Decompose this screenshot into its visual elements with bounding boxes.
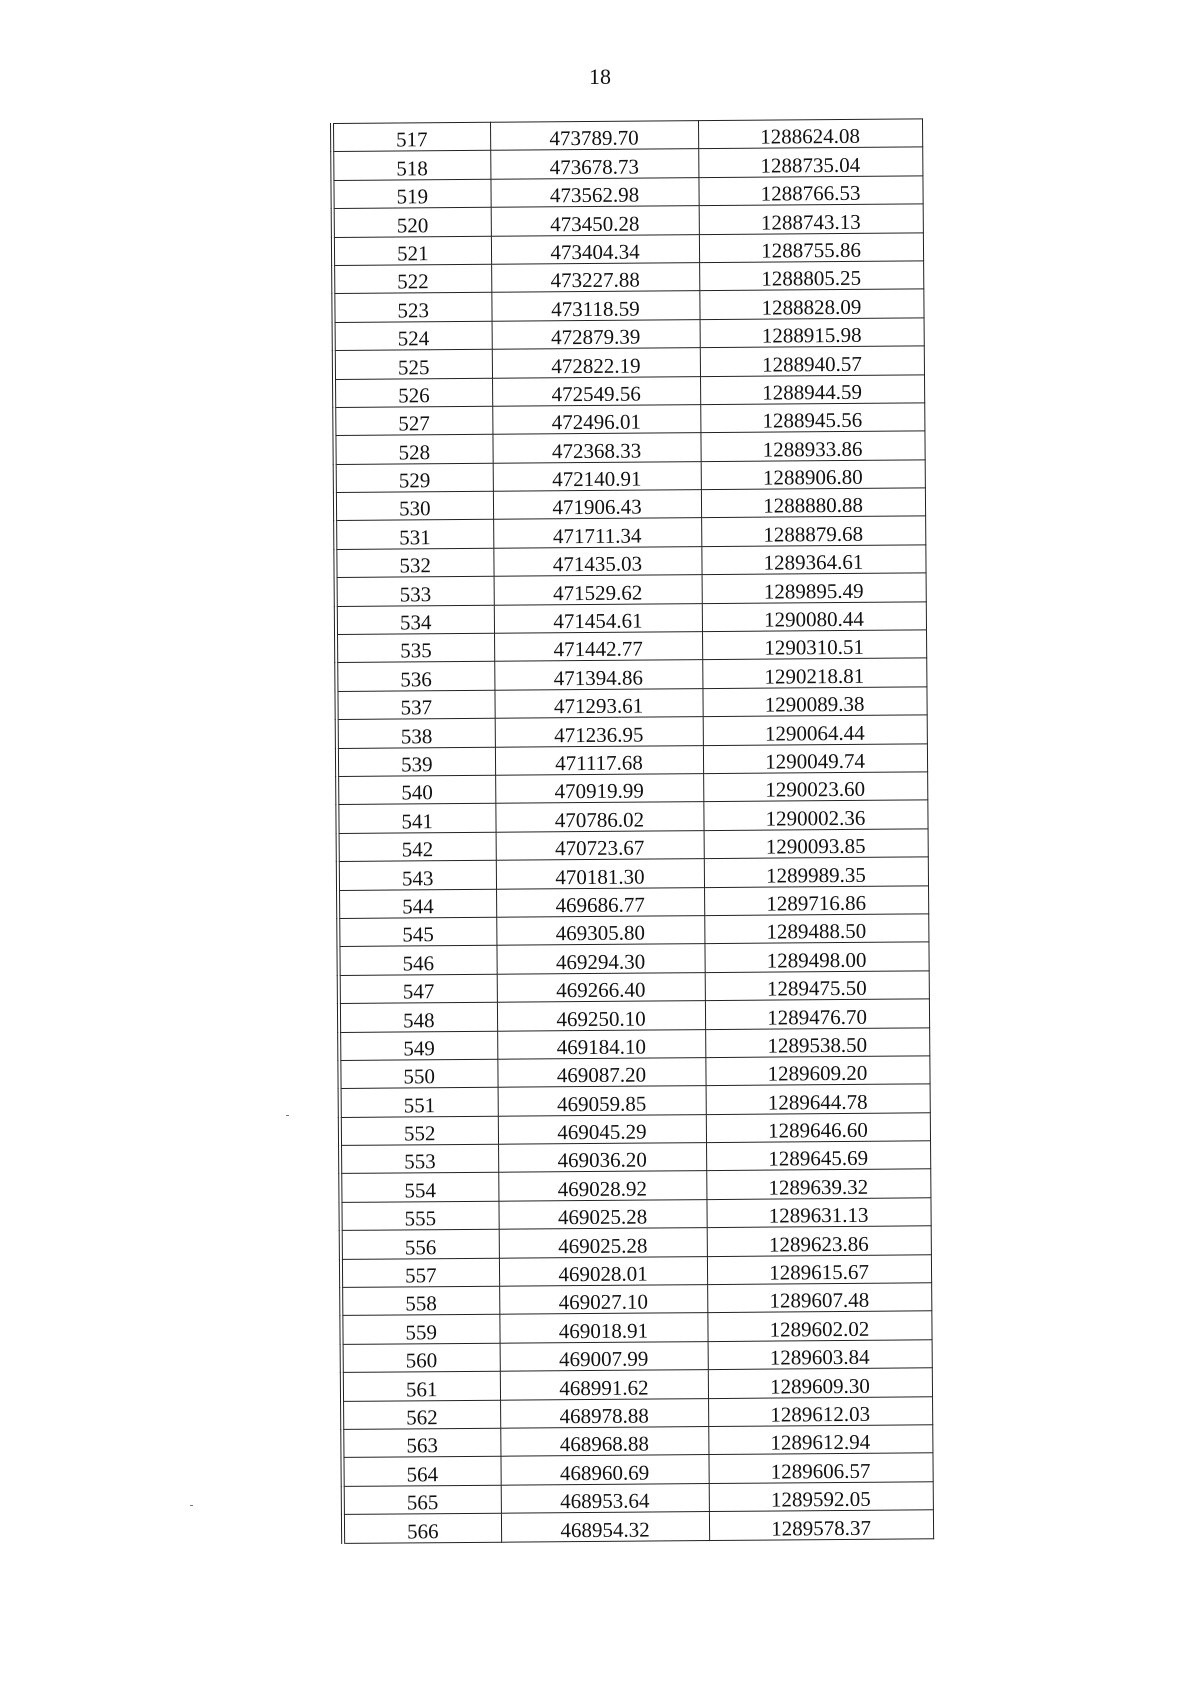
point-number-cell: 538 <box>337 718 495 748</box>
x-coordinate-cell: 471117.68 <box>495 745 703 775</box>
y-coordinate-cell: 1288940.57 <box>700 346 924 376</box>
point-number-cell: 527 <box>334 406 492 436</box>
point-number-cell: 552 <box>340 1116 498 1146</box>
point-number-cell: 517 <box>332 122 490 152</box>
y-coordinate-cell: 1289578.37 <box>709 1510 933 1540</box>
table-row <box>343 1482 933 1515</box>
y-coordinate-cell: 1288743.13 <box>699 204 923 234</box>
x-coordinate-cell: 471906.43 <box>493 490 701 520</box>
x-coordinate-cell: 469025.28 <box>498 1199 706 1229</box>
point-number-cell: 526 <box>334 378 492 408</box>
point-number-cell: 530 <box>335 491 493 521</box>
table-row <box>339 971 929 1004</box>
x-coordinate-cell: 470181.30 <box>496 859 704 889</box>
y-coordinate-cell: 1288755.86 <box>699 232 923 262</box>
x-coordinate-cell: 468953.64 <box>501 1483 709 1513</box>
point-number-cell: 543 <box>338 860 496 890</box>
y-coordinate-cell: 1288880.88 <box>701 488 925 518</box>
y-coordinate-cell: 1289488.50 <box>704 914 928 944</box>
x-coordinate-cell: 471529.62 <box>494 575 702 605</box>
table-row <box>334 374 924 407</box>
x-coordinate-cell: 469028.01 <box>499 1256 707 1286</box>
y-coordinate-cell: 1290002.36 <box>703 800 927 830</box>
table-row <box>336 687 926 720</box>
point-number-cell: 565 <box>343 1485 501 1515</box>
scan-speck <box>286 1115 289 1116</box>
x-coordinate-cell: 472822.19 <box>492 348 700 378</box>
y-coordinate-cell: 1288944.59 <box>700 374 924 404</box>
table-row <box>341 1311 931 1344</box>
table-row <box>339 1027 929 1060</box>
y-coordinate-cell: 1289644.78 <box>706 1084 930 1114</box>
point-number-cell: 533 <box>336 576 494 606</box>
x-coordinate-cell: 468991.62 <box>500 1370 708 1400</box>
x-coordinate-cell: 469045.29 <box>498 1114 706 1144</box>
point-number-cell: 529 <box>335 463 493 493</box>
x-coordinate-cell: 469007.99 <box>500 1341 708 1371</box>
point-number-cell: 558 <box>341 1286 499 1316</box>
table-row <box>343 1510 933 1543</box>
point-number-cell: 547 <box>339 974 497 1004</box>
point-number-cell: 537 <box>336 690 494 720</box>
x-coordinate-cell: 473789.70 <box>490 121 698 151</box>
x-coordinate-cell: 471711.34 <box>493 518 701 548</box>
x-coordinate-cell: 470786.02 <box>495 802 703 832</box>
table-row <box>337 715 927 748</box>
x-coordinate-cell: 469059.85 <box>498 1086 706 1116</box>
x-coordinate-cell: 470723.67 <box>496 830 704 860</box>
table-row <box>341 1283 931 1316</box>
x-coordinate-cell: 469250.10 <box>497 1001 705 1031</box>
y-coordinate-cell: 1290089.38 <box>702 687 926 717</box>
point-number-cell: 553 <box>340 1144 498 1174</box>
table-row <box>333 261 923 294</box>
point-number-cell: 555 <box>340 1201 498 1231</box>
table-row <box>334 346 924 379</box>
table-row <box>334 318 924 351</box>
y-coordinate-cell: 1289645.69 <box>706 1141 930 1171</box>
x-coordinate-cell: 469028.92 <box>498 1171 706 1201</box>
x-coordinate-cell: 469686.77 <box>496 887 704 917</box>
point-number-cell: 562 <box>342 1400 500 1430</box>
table-row <box>332 147 922 180</box>
table-row <box>335 488 925 521</box>
point-number-cell: 536 <box>336 662 494 692</box>
table-row <box>340 1112 930 1145</box>
y-coordinate-cell: 1289606.57 <box>708 1453 932 1483</box>
table-row <box>335 460 925 493</box>
table-row <box>336 573 926 606</box>
table-row <box>332 119 922 152</box>
x-coordinate-cell: 472368.33 <box>492 433 700 463</box>
x-coordinate-cell: 469184.10 <box>497 1029 705 1059</box>
x-coordinate-cell: 471236.95 <box>495 717 703 747</box>
table-row <box>342 1425 932 1458</box>
y-coordinate-cell: 1289631.13 <box>706 1198 930 1228</box>
y-coordinate-cell: 1290049.74 <box>703 743 927 773</box>
table-row <box>337 772 927 805</box>
y-coordinate-cell: 1288906.80 <box>701 460 925 490</box>
table-row <box>340 1084 930 1117</box>
y-coordinate-cell: 1289538.50 <box>705 1027 929 1057</box>
table-row <box>341 1226 931 1259</box>
point-number-cell: 531 <box>335 520 493 550</box>
y-coordinate-cell: 1289615.67 <box>707 1254 931 1284</box>
point-number-cell: 564 <box>342 1457 500 1487</box>
y-coordinate-cell: 1288915.98 <box>700 318 924 348</box>
x-coordinate-cell: 473118.59 <box>491 291 699 321</box>
x-coordinate-cell: 472549.56 <box>492 376 700 406</box>
point-number-cell: 539 <box>337 747 495 777</box>
y-coordinate-cell: 1289612.03 <box>708 1396 932 1426</box>
point-number-cell: 546 <box>338 946 496 976</box>
point-number-cell: 550 <box>339 1059 497 1089</box>
x-coordinate-cell: 473678.73 <box>490 149 698 179</box>
coordinates-table-body <box>332 119 933 1543</box>
table-row <box>338 942 928 975</box>
point-number-cell: 549 <box>339 1031 497 1061</box>
point-number-cell: 557 <box>341 1258 499 1288</box>
y-coordinate-cell: 1289623.86 <box>707 1226 931 1256</box>
x-coordinate-cell: 471293.61 <box>494 688 702 718</box>
point-number-cell: 560 <box>342 1343 500 1373</box>
y-coordinate-cell: 1288735.04 <box>698 147 922 177</box>
point-number-cell: 548 <box>339 1002 497 1032</box>
table-row <box>338 914 928 947</box>
x-coordinate-cell: 471394.86 <box>494 660 702 690</box>
x-coordinate-cell: 469266.40 <box>497 972 705 1002</box>
y-coordinate-cell: 1289364.61 <box>701 545 925 575</box>
point-number-cell: 544 <box>338 889 496 919</box>
x-coordinate-cell: 470919.99 <box>495 774 703 804</box>
point-number-cell: 520 <box>333 207 491 237</box>
point-number-cell: 524 <box>334 321 492 351</box>
x-coordinate-cell: 471454.61 <box>494 603 702 633</box>
y-coordinate-cell: 1288879.68 <box>701 516 925 546</box>
y-coordinate-cell: 1289639.32 <box>706 1169 930 1199</box>
y-coordinate-cell: 1288624.08 <box>698 119 922 149</box>
y-coordinate-cell: 1290064.44 <box>703 715 927 745</box>
point-number-cell: 561 <box>342 1371 500 1401</box>
table-row <box>342 1453 932 1486</box>
point-number-cell: 528 <box>334 435 492 465</box>
y-coordinate-cell: 1289609.30 <box>708 1368 932 1398</box>
table-row <box>332 176 922 209</box>
point-number-cell: 554 <box>340 1173 498 1203</box>
table-row <box>336 630 926 663</box>
table-row <box>336 601 926 634</box>
point-number-cell: 556 <box>341 1229 499 1259</box>
x-coordinate-cell: 469305.80 <box>496 916 704 946</box>
table-row <box>342 1368 932 1401</box>
table-row <box>335 545 925 578</box>
table-row <box>333 289 923 322</box>
point-number-cell: 534 <box>336 605 494 635</box>
point-number-cell: 551 <box>340 1087 498 1117</box>
x-coordinate-cell: 468954.32 <box>501 1512 709 1542</box>
y-coordinate-cell: 1289603.84 <box>708 1340 932 1370</box>
point-number-cell: 523 <box>333 293 491 323</box>
x-coordinate-cell: 469036.20 <box>498 1143 706 1173</box>
table-row <box>340 1169 930 1202</box>
x-coordinate-cell: 469294.30 <box>496 944 704 974</box>
point-number-cell: 545 <box>338 917 496 947</box>
x-coordinate-cell: 471442.77 <box>494 632 702 662</box>
y-coordinate-cell: 1288805.25 <box>699 261 923 291</box>
y-coordinate-cell: 1289475.50 <box>705 971 929 1001</box>
point-number-cell: 522 <box>333 264 491 294</box>
table-row <box>340 1198 930 1231</box>
y-coordinate-cell: 1290218.81 <box>702 658 926 688</box>
point-number-cell: 518 <box>332 151 490 181</box>
x-coordinate-cell: 468960.69 <box>500 1455 708 1485</box>
y-coordinate-cell: 1289609.20 <box>705 1056 929 1086</box>
page-number: 18 <box>589 64 611 89</box>
coordinates-table <box>330 118 934 1543</box>
point-number-cell: 559 <box>341 1315 499 1345</box>
x-coordinate-cell: 473562.98 <box>490 177 698 207</box>
table-row <box>341 1254 931 1287</box>
point-number-cell: 540 <box>337 775 495 805</box>
point-number-cell: 566 <box>343 1513 501 1543</box>
y-coordinate-cell: 1289602.02 <box>707 1311 931 1341</box>
y-coordinate-cell: 1290080.44 <box>702 601 926 631</box>
point-number-cell: 542 <box>338 832 496 862</box>
table-row <box>337 800 927 833</box>
y-coordinate-cell: 1289607.48 <box>707 1283 931 1313</box>
point-number-cell: 563 <box>342 1428 500 1458</box>
x-coordinate-cell: 469018.91 <box>499 1313 707 1343</box>
point-number-cell: 525 <box>334 349 492 379</box>
x-coordinate-cell: 473404.34 <box>491 234 699 264</box>
x-coordinate-cell: 471435.03 <box>493 546 701 576</box>
y-coordinate-cell: 1289716.86 <box>704 885 928 915</box>
y-coordinate-cell: 1289592.05 <box>709 1482 933 1512</box>
scan-speck <box>190 1505 193 1506</box>
x-coordinate-cell: 469027.10 <box>499 1285 707 1315</box>
y-coordinate-cell: 1289476.70 <box>705 999 929 1029</box>
point-number-cell: 519 <box>332 179 490 209</box>
table-row <box>336 658 926 691</box>
table-row <box>337 743 927 776</box>
x-coordinate-cell: 473227.88 <box>491 263 699 293</box>
table-row <box>334 403 924 436</box>
table-row <box>342 1340 932 1373</box>
x-coordinate-cell: 469087.20 <box>497 1057 705 1087</box>
point-number-cell: 532 <box>335 548 493 578</box>
y-coordinate-cell: 1290093.85 <box>704 829 928 859</box>
y-coordinate-cell: 1289989.35 <box>704 857 928 887</box>
point-number-cell: 541 <box>337 804 495 834</box>
point-number-cell: 535 <box>336 633 494 663</box>
x-coordinate-cell: 469025.28 <box>499 1228 707 1258</box>
y-coordinate-cell: 1288933.86 <box>700 431 924 461</box>
y-coordinate-cell: 1288766.53 <box>698 176 922 206</box>
x-coordinate-cell: 472879.39 <box>492 319 700 349</box>
table-row <box>338 829 928 862</box>
y-coordinate-cell: 1289498.00 <box>704 942 928 972</box>
x-coordinate-cell: 472140.91 <box>493 461 701 491</box>
y-coordinate-cell: 1288828.09 <box>699 289 923 319</box>
table-row <box>338 857 928 890</box>
y-coordinate-cell: 1289646.60 <box>706 1112 930 1142</box>
x-coordinate-cell: 468968.88 <box>500 1427 708 1457</box>
table-row <box>333 232 923 265</box>
table-row <box>342 1396 932 1429</box>
x-coordinate-cell: 468978.88 <box>500 1398 708 1428</box>
table-row <box>335 516 925 549</box>
table-row <box>339 999 929 1032</box>
y-coordinate-cell: 1289612.94 <box>708 1425 932 1455</box>
y-coordinate-cell: 1289895.49 <box>702 573 926 603</box>
table-row <box>334 431 924 464</box>
point-number-cell: 521 <box>333 236 491 266</box>
table-row <box>338 885 928 918</box>
table-row <box>333 204 923 237</box>
y-coordinate-cell: 1288945.56 <box>700 403 924 433</box>
x-coordinate-cell: 473450.28 <box>491 206 699 236</box>
x-coordinate-cell: 472496.01 <box>492 405 700 435</box>
table-row <box>340 1141 930 1174</box>
y-coordinate-cell: 1290023.60 <box>703 772 927 802</box>
table-row <box>339 1056 929 1089</box>
y-coordinate-cell: 1290310.51 <box>702 630 926 660</box>
